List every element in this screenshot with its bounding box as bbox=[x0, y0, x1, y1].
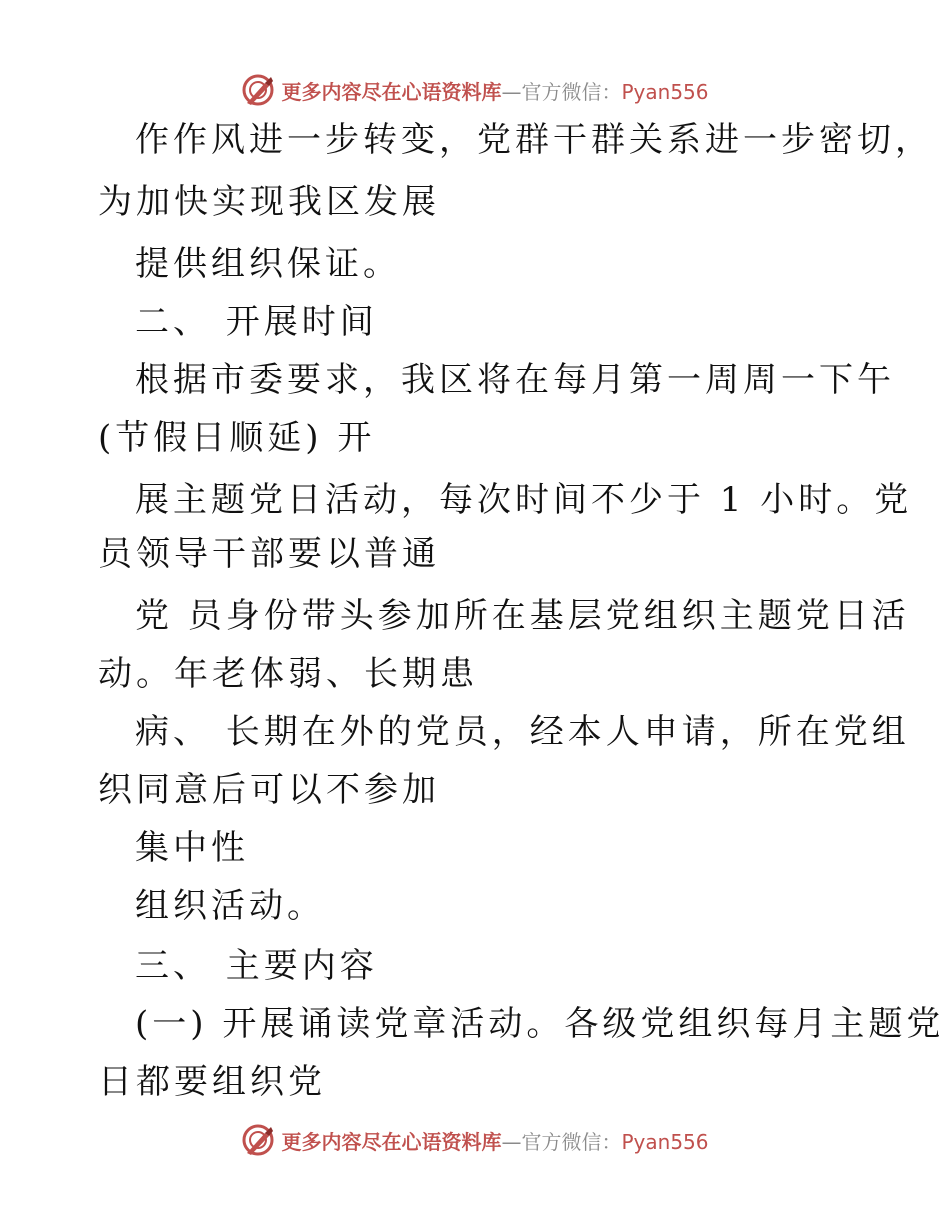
banner-wechat-id: Pyan556 bbox=[621, 79, 709, 104]
banner-wechat-id: Pyan556 bbox=[621, 1129, 709, 1154]
text-line: 作作风进一步转变，党群干群关系进一步密切， bbox=[135, 120, 933, 160]
banner-official-label: 官方微信： bbox=[521, 1129, 622, 1154]
text-line: 病、 长期在外的党员，经本人申请，所在党组 bbox=[135, 712, 910, 752]
text-line: (一) 开展诵读党章活动。各级党组织每月主题党 bbox=[135, 1004, 945, 1044]
text-line: (节假日顺延) 开 bbox=[98, 418, 376, 458]
pen-logo-icon bbox=[241, 1123, 275, 1157]
text-line: 根据市委要求，我区将在每月第一周周一下午 bbox=[135, 360, 895, 400]
text-line: 提供组织保证。 bbox=[135, 244, 401, 284]
banner-separator: — bbox=[501, 79, 522, 104]
text-line: 日都要组织党 bbox=[98, 1062, 326, 1102]
section-heading: 三、 主要内容 bbox=[135, 946, 378, 986]
text-line: 员领导干部要以普通 bbox=[98, 534, 440, 574]
banner-site-name: 更多内容尽在心语资料库 bbox=[281, 79, 502, 104]
header-banner bbox=[0, 70, 950, 110]
text-line: 集中性 bbox=[135, 828, 249, 868]
text-line: 组织活动。 bbox=[135, 886, 325, 926]
banner-text bbox=[281, 1126, 708, 1155]
banner-site-name: 更多内容尽在心语资料库 bbox=[281, 1129, 502, 1154]
text-line: 织同意后可以不参加 bbox=[98, 770, 440, 810]
banner-separator: — bbox=[501, 1129, 522, 1154]
text-line: 动。年老体弱、长期患 bbox=[98, 654, 478, 694]
text-line: 展主题党日活动，每次时间不少于 1 小时。党 bbox=[135, 480, 913, 520]
text-line: 为加快实现我区发展 bbox=[98, 182, 440, 222]
section-heading: 二、 开展时间 bbox=[135, 302, 378, 342]
banner-text bbox=[281, 76, 708, 105]
pen-logo-icon bbox=[241, 73, 275, 107]
footer-banner bbox=[0, 1120, 950, 1160]
banner-official-label: 官方微信： bbox=[521, 79, 622, 104]
text-line: 党 员身份带头参加所在基层党组织主题党日活 bbox=[135, 596, 910, 636]
